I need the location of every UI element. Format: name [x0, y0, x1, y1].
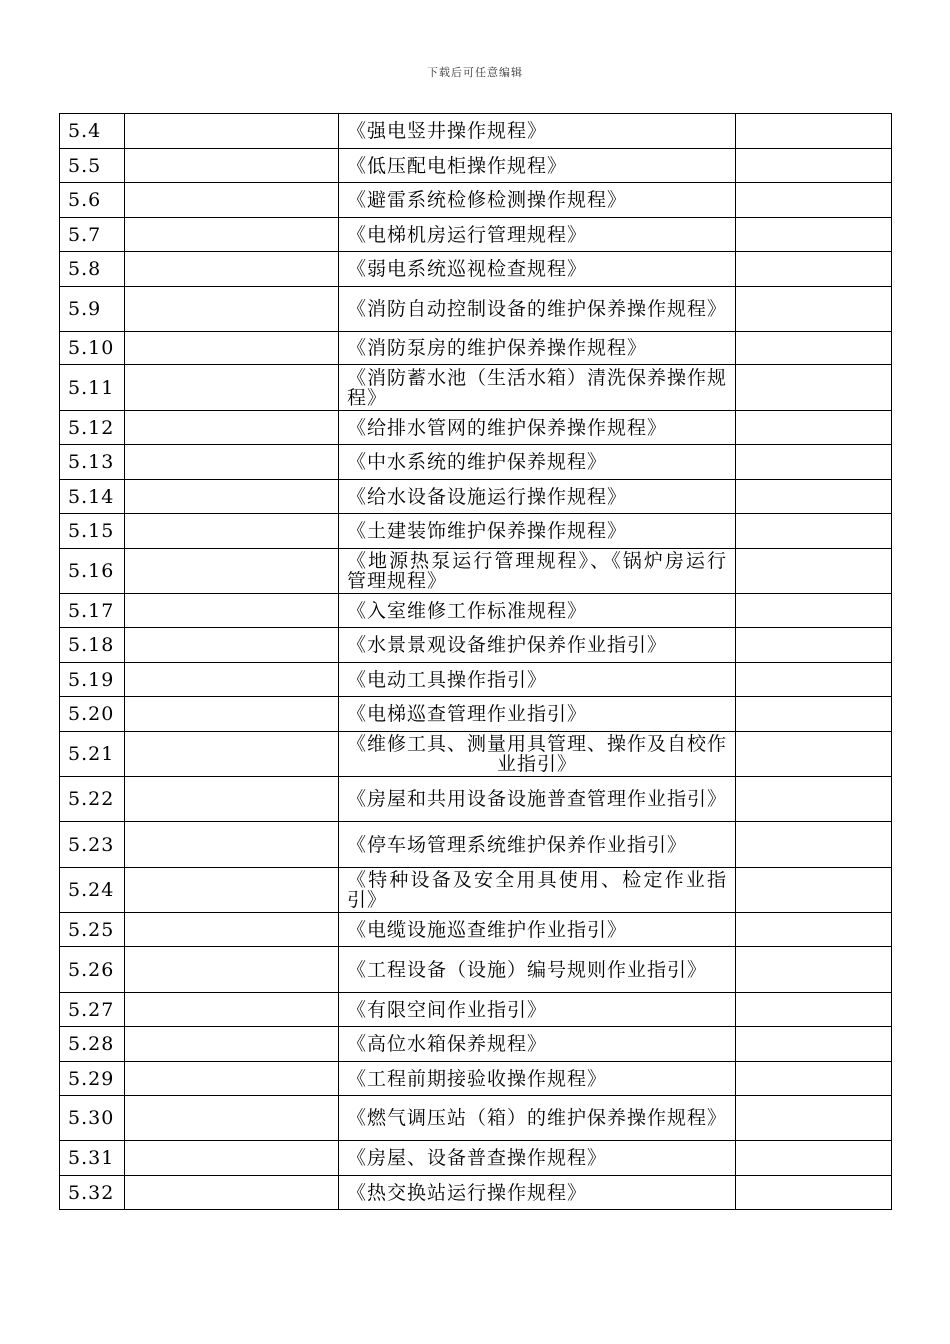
table-row: [60, 411, 892, 445]
blank-cell: [736, 993, 892, 1027]
procedure-title: 《入室维修工作标准规程》: [339, 594, 736, 628]
procedure-title: 《电梯机房运行管理规程》: [339, 218, 736, 252]
procedure-title: 《给水设备设施运行操作规程》: [339, 480, 736, 514]
blank-cell: [736, 218, 892, 252]
table-row: [60, 947, 892, 993]
blank-cell: [736, 732, 892, 777]
table-row: [60, 1141, 892, 1176]
row-number: 5.25: [60, 913, 125, 947]
blank-cell: [736, 1141, 892, 1176]
procedure-title: 《避雷系统检修检测操作规程》: [339, 183, 736, 218]
procedure-title: 《高位水箱保养规程》: [339, 1027, 736, 1062]
row-number: 5.10: [60, 332, 125, 365]
table-row: [60, 218, 892, 252]
procedure-title: 《房屋、设备普查操作规程》: [339, 1141, 736, 1176]
procedure-title: 《维修工具、测量用具管理、操作及自校作业指引》: [339, 732, 736, 777]
table-row: [60, 549, 892, 594]
blank-cell: [125, 149, 339, 183]
table-row: [60, 1062, 892, 1096]
table-row: [60, 445, 892, 480]
row-number: 5.7: [60, 218, 125, 252]
table-row: [60, 594, 892, 628]
row-number: 5.18: [60, 628, 125, 663]
blank-cell: [125, 628, 339, 663]
blank-cell: [125, 114, 339, 149]
blank-cell: [736, 1062, 892, 1096]
row-number: 5.20: [60, 697, 125, 732]
blank-cell: [736, 411, 892, 445]
row-number: 5.6: [60, 183, 125, 218]
procedure-title: 《消防泵房的维护保养操作规程》: [339, 332, 736, 365]
row-number: 5.11: [60, 365, 125, 411]
row-number: 5.30: [60, 1096, 125, 1141]
procedure-title: 《工程前期接验收操作规程》: [339, 1062, 736, 1096]
blank-cell: [125, 480, 339, 514]
row-number: 5.13: [60, 445, 125, 480]
table-row: [60, 628, 892, 663]
procedure-title: 《弱电系统巡视检查规程》: [339, 252, 736, 287]
blank-cell: [125, 663, 339, 697]
procedure-title: 《燃气调压站（箱）的维护保养操作规程》: [339, 1096, 736, 1141]
blank-cell: [125, 947, 339, 993]
table-row: [60, 732, 892, 777]
procedure-title: 《水景景观设备维护保养作业指引》: [339, 628, 736, 663]
table-row: [60, 697, 892, 732]
blank-cell: [125, 1176, 339, 1210]
row-number: 5.22: [60, 777, 125, 822]
blank-cell: [736, 445, 892, 480]
blank-cell: [736, 549, 892, 594]
blank-cell: [125, 287, 339, 332]
procedure-title: 《给排水管网的维护保养操作规程》: [339, 411, 736, 445]
row-number: 5.4: [60, 114, 125, 149]
blank-cell: [736, 628, 892, 663]
blank-cell: [125, 365, 339, 411]
procedure-title: 《消防蓄水池（生活水箱）清洗保养操作规程》: [339, 365, 736, 411]
row-number: 5.29: [60, 1062, 125, 1096]
blank-cell: [125, 1062, 339, 1096]
row-number: 5.9: [60, 287, 125, 332]
row-number: 5.12: [60, 411, 125, 445]
row-number: 5.5: [60, 149, 125, 183]
blank-cell: [125, 1096, 339, 1141]
procedure-title: 《电梯巡查管理作业指引》: [339, 697, 736, 732]
blank-cell: [736, 149, 892, 183]
table-row: [60, 149, 892, 183]
row-number: 5.21: [60, 732, 125, 777]
procedure-title: 《热交换站运行操作规程》: [339, 1176, 736, 1210]
table-row: [60, 868, 892, 913]
row-number: 5.27: [60, 993, 125, 1027]
blank-cell: [125, 411, 339, 445]
blank-cell: [736, 868, 892, 913]
row-number: 5.17: [60, 594, 125, 628]
table-row: [60, 1027, 892, 1062]
row-number: 5.28: [60, 1027, 125, 1062]
row-number: 5.31: [60, 1141, 125, 1176]
blank-cell: [125, 549, 339, 594]
procedure-title: 《低压配电柜操作规程》: [339, 149, 736, 183]
blank-cell: [125, 822, 339, 868]
procedure-title: 《工程设备（设施）编号规则作业指引》: [339, 947, 736, 993]
blank-cell: [736, 365, 892, 411]
table-row: [60, 287, 892, 332]
blank-cell: [125, 1141, 339, 1176]
table-row: [60, 663, 892, 697]
blank-cell: [736, 913, 892, 947]
blank-cell: [736, 594, 892, 628]
row-number: 5.16: [60, 549, 125, 594]
row-number: 5.24: [60, 868, 125, 913]
procedure-title: 《特种设备及安全用具使用、检定作业指引》: [339, 868, 736, 913]
table-row: [60, 365, 892, 411]
procedure-title: 《电缆设施巡查维护作业指引》: [339, 913, 736, 947]
blank-cell: [736, 1176, 892, 1210]
table-row: [60, 332, 892, 365]
procedure-title: 《强电竖井操作规程》: [339, 114, 736, 149]
procedure-title: 《有限空间作业指引》: [339, 993, 736, 1027]
blank-cell: [125, 252, 339, 287]
procedure-table: [59, 113, 892, 1210]
row-number: 5.32: [60, 1176, 125, 1210]
blank-cell: [736, 697, 892, 732]
blank-cell: [736, 480, 892, 514]
blank-cell: [736, 514, 892, 549]
table-row: [60, 993, 892, 1027]
row-number: 5.26: [60, 947, 125, 993]
blank-cell: [125, 1027, 339, 1062]
table-row: [60, 913, 892, 947]
table-row: [60, 777, 892, 822]
row-number: 5.15: [60, 514, 125, 549]
blank-cell: [125, 732, 339, 777]
table-row: [60, 252, 892, 287]
blank-cell: [125, 777, 339, 822]
blank-cell: [125, 514, 339, 549]
procedure-title: 《消防自动控制设备的维护保养操作规程》: [339, 287, 736, 332]
procedure-title: 《中水系统的维护保养规程》: [339, 445, 736, 480]
table-row: [60, 822, 892, 868]
row-number: 5.14: [60, 480, 125, 514]
blank-cell: [736, 252, 892, 287]
page-header: 下载后可任意编辑: [427, 66, 523, 79]
table-row: [60, 514, 892, 549]
blank-cell: [125, 594, 339, 628]
procedure-title: 《土建装饰维护保养操作规程》: [339, 514, 736, 549]
blank-cell: [736, 287, 892, 332]
procedure-title: 《电动工具操作指引》: [339, 663, 736, 697]
blank-cell: [125, 445, 339, 480]
blank-cell: [736, 332, 892, 365]
procedure-title: 《房屋和共用设备设施普查管理作业指引》: [339, 777, 736, 822]
blank-cell: [125, 183, 339, 218]
row-number: 5.23: [60, 822, 125, 868]
table-row: [60, 183, 892, 218]
row-number: 5.19: [60, 663, 125, 697]
blank-cell: [736, 777, 892, 822]
table-row: [60, 1096, 892, 1141]
blank-cell: [125, 332, 339, 365]
procedure-title: 《地源热泵运行管理规程》、《锅炉房运行管理规程》: [339, 549, 736, 594]
blank-cell: [736, 947, 892, 993]
table-row: [60, 480, 892, 514]
table-row: [60, 1176, 892, 1210]
blank-cell: [125, 697, 339, 732]
blank-cell: [125, 993, 339, 1027]
blank-cell: [736, 1027, 892, 1062]
blank-cell: [736, 114, 892, 149]
blank-cell: [125, 868, 339, 913]
blank-cell: [736, 183, 892, 218]
blank-cell: [125, 913, 339, 947]
blank-cell: [736, 1096, 892, 1141]
procedure-title: 《停车场管理系统维护保养作业指引》: [339, 822, 736, 868]
blank-cell: [125, 218, 339, 252]
table-row: [60, 114, 892, 149]
blank-cell: [736, 822, 892, 868]
row-number: 5.8: [60, 252, 125, 287]
blank-cell: [736, 663, 892, 697]
